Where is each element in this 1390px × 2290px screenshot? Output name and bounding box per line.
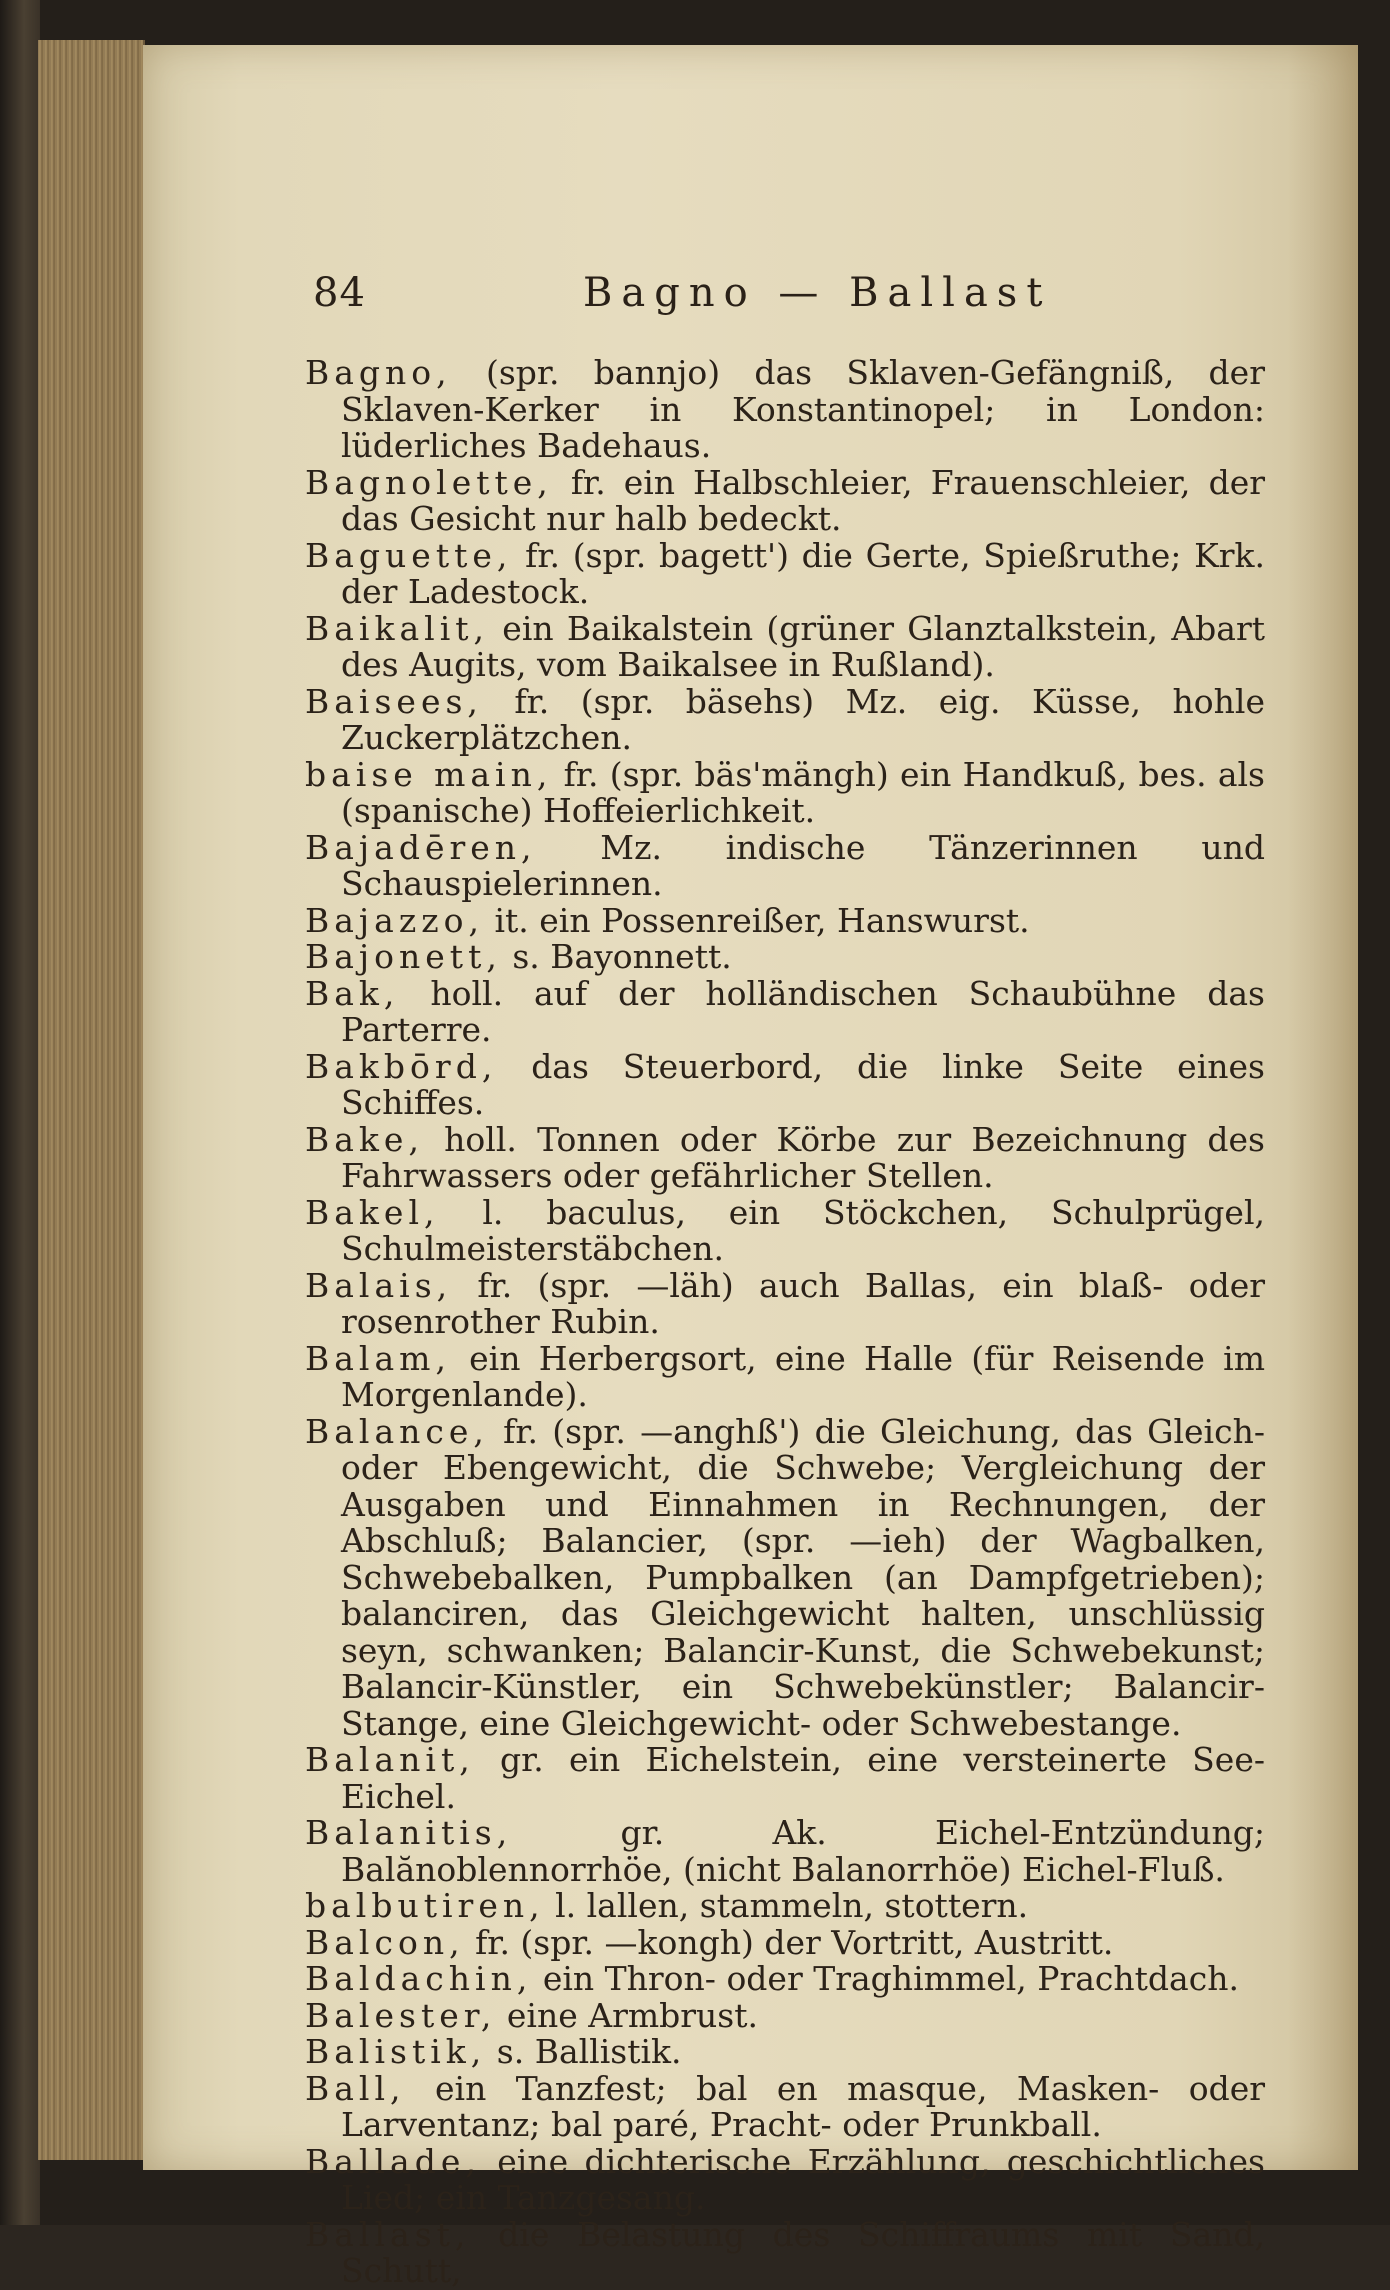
- book-spine: [0, 0, 40, 2225]
- page-header: [143, 270, 1358, 330]
- dictionary-entry: [305, 1049, 1265, 1122]
- dictionary-entry: [305, 1414, 1265, 1743]
- entry-definition: fr. (spr. —kongh) der Vortritt, Austritt.: [475, 1923, 1113, 1962]
- entry-definition: ein Baikalstein (grüner Glanztalkstein, Abart des Augits, vom Baikalsee in Rußland).: [341, 609, 1265, 685]
- entry-definition: s. Bayonnett.: [512, 937, 731, 976]
- entry-definition: l. baculus, ein Stöckchen, Schulprügel, Schulmeisterstäbchen.: [341, 1193, 1265, 1269]
- dictionary-entry: [305, 1961, 1265, 1998]
- entry-definition: die Belastung des Schiffraums mit Sand, Schutt,: [341, 2215, 1265, 2290]
- running-head: Bagno — Ballast: [583, 270, 1051, 316]
- entry-definition: fr. (spr. —anghß') die Gleichung, das Gleich- oder Ebengewicht, die Schwebe; Vergleichung der Ausgaben und Einnahmen in Rechnungen, der Abschluß; Balancier, (spr. —ieh) der Wagbalken, Schwebebalken, Pumpbalken (an Dampfgetrieben); balanciren, das Gleichgewicht halten, unschlüssig seyn, schwanken; Balancir-Kunst, die Schwebekunst; Balancir-Künstler, ein Schwebekünstler; Balancir-Stange, eine Gleichgewicht- oder Schwebestange.: [341, 1412, 1265, 1743]
- entry-headword: Baguette,: [305, 536, 512, 575]
- dictionary-entry: [305, 830, 1265, 903]
- entry-headword: Bajonett,: [305, 937, 502, 976]
- entry-definition: ein Herbergsort, eine Halle (für Reisende im Morgenlande).: [341, 1339, 1265, 1415]
- entry-headword: Bakbōrd,: [305, 1047, 497, 1086]
- dictionary-entry: [305, 684, 1265, 757]
- entry-definition: s. Ballistik.: [497, 2032, 682, 2071]
- entry-definition: holl. Tonnen oder Körbe zur Bezeichnung des Fahrwassers oder gefährlicher Stellen.: [341, 1120, 1265, 1196]
- entry-definition: l. lallen, stammeln, stottern.: [555, 1886, 1028, 1925]
- entry-headword: Balanitis,: [305, 1813, 512, 1852]
- entry-definition: gr. Ak. Eichel-Entzündung; Balănoblennorrhöe, (nicht Balanorrhöe) Eichel-Fluß.: [341, 1813, 1265, 1889]
- entry-headword: baise main,: [305, 755, 552, 794]
- page-edges: [38, 40, 145, 2160]
- entry-definition: fr. ein Halbschleier, Frauenschleier, der das Gesicht nur halb bedeckt.: [341, 463, 1265, 539]
- entry-definition: eine dichterische Erzählung, geschichtliches Lied; ein Tanzgesang.: [341, 2142, 1265, 2218]
- dictionary-entry: [305, 2144, 1265, 2217]
- entry-headword: Bak,: [305, 974, 399, 1013]
- entry-headword: Baikalit,: [305, 609, 489, 648]
- dictionary-entries: [305, 355, 1265, 2290]
- dictionary-entry: [305, 2034, 1265, 2071]
- entry-headword: Ball,: [305, 2069, 406, 2108]
- entry-headword: Bagno,: [305, 353, 452, 392]
- dictionary-entry: [305, 1742, 1265, 1815]
- entry-headword: Balester,: [305, 1996, 496, 2035]
- entry-headword: Bake,: [305, 1120, 424, 1159]
- book-page: [143, 45, 1358, 2170]
- entry-headword: balbutiren,: [305, 1886, 545, 1925]
- dictionary-entry: [305, 976, 1265, 1049]
- entry-definition: fr. (spr. —läh) auch Ballas, ein blaß- oder rosenrother Rubin.: [341, 1266, 1265, 1342]
- dictionary-entry: [305, 611, 1265, 684]
- entry-headword: Ballade,: [305, 2142, 481, 2181]
- entry-headword: Bagnolette,: [305, 463, 553, 502]
- entry-definition: ein Thron- oder Traghimmel, Prachtdach.: [543, 1959, 1239, 1998]
- entry-definition: (spr. bannjo) das Sklaven-Gefängniß, der Sklaven-Kerker in Konstantinopel; in London: lüderliches Badehaus.: [341, 353, 1265, 465]
- entry-headword: Baldachin,: [305, 1959, 532, 1998]
- entry-headword: Balcon,: [305, 1923, 465, 1962]
- dictionary-entry: [305, 1195, 1265, 1268]
- entry-definition: it. ein Possenreißer, Hanswurst.: [494, 901, 1029, 940]
- dictionary-entry: [305, 903, 1265, 940]
- page-edge-shadow: [1288, 45, 1358, 2170]
- dictionary-entry: [305, 2217, 1265, 2290]
- entry-headword: Balanit,: [305, 1740, 475, 1779]
- entry-headword: Balance,: [305, 1412, 489, 1451]
- entry-definition: Mz. indische Tänzerinnen und Schauspielerinnen.: [341, 828, 1265, 904]
- dictionary-entry: [305, 2071, 1265, 2144]
- entry-headword: Ballast,: [305, 2215, 470, 2254]
- entry-definition: fr. (spr. bäsehs) Mz. eig. Küsse, hohle Zuckerplätzchen.: [341, 682, 1265, 758]
- entry-headword: Bakel,: [305, 1193, 440, 1232]
- entry-definition: holl. auf der holländischen Schaubühne das Parterre.: [341, 974, 1265, 1050]
- dictionary-entry: [305, 1925, 1265, 1962]
- dictionary-entry: [305, 1998, 1265, 2035]
- entry-definition: das Steuerbord, die linke Seite eines Schiffes.: [341, 1047, 1265, 1123]
- entry-definition: gr. ein Eichelstein, eine versteinerte See-Eichel.: [341, 1740, 1265, 1816]
- entry-headword: Balam,: [305, 1339, 451, 1378]
- entry-headword: Balais,: [305, 1266, 452, 1305]
- dictionary-entry: [305, 355, 1265, 465]
- entry-headword: Baisees,: [305, 682, 483, 721]
- dictionary-entry: [305, 1122, 1265, 1195]
- dictionary-entry: [305, 757, 1265, 830]
- dictionary-entry: [305, 1268, 1265, 1341]
- dictionary-entry: [305, 939, 1265, 976]
- page-number: 84: [313, 270, 366, 316]
- entry-definition: eine Armbrust.: [507, 1996, 758, 2035]
- entry-headword: Bajadēren,: [305, 828, 537, 867]
- dictionary-entry: [305, 1815, 1265, 1888]
- entry-headword: Balistik,: [305, 2032, 486, 2071]
- dictionary-entry: [305, 465, 1265, 538]
- dictionary-entry: [305, 538, 1265, 611]
- entry-definition: fr. (spr. bäs'mängh) ein Handkuß, bes. als (spanische) Hoffeierlichkeit.: [341, 755, 1265, 831]
- entry-headword: Bajazzo,: [305, 901, 484, 940]
- entry-definition: ein Tanzfest; bal en masque, Masken- oder Larventanz; bal paré, Pracht- oder Prunkball.: [341, 2069, 1265, 2145]
- dictionary-entry: [305, 1888, 1265, 1925]
- entry-definition: fr. (spr. bagett') die Gerte, Spießruthe; Krk. der Ladestock.: [341, 536, 1265, 612]
- dictionary-entry: [305, 1341, 1265, 1414]
